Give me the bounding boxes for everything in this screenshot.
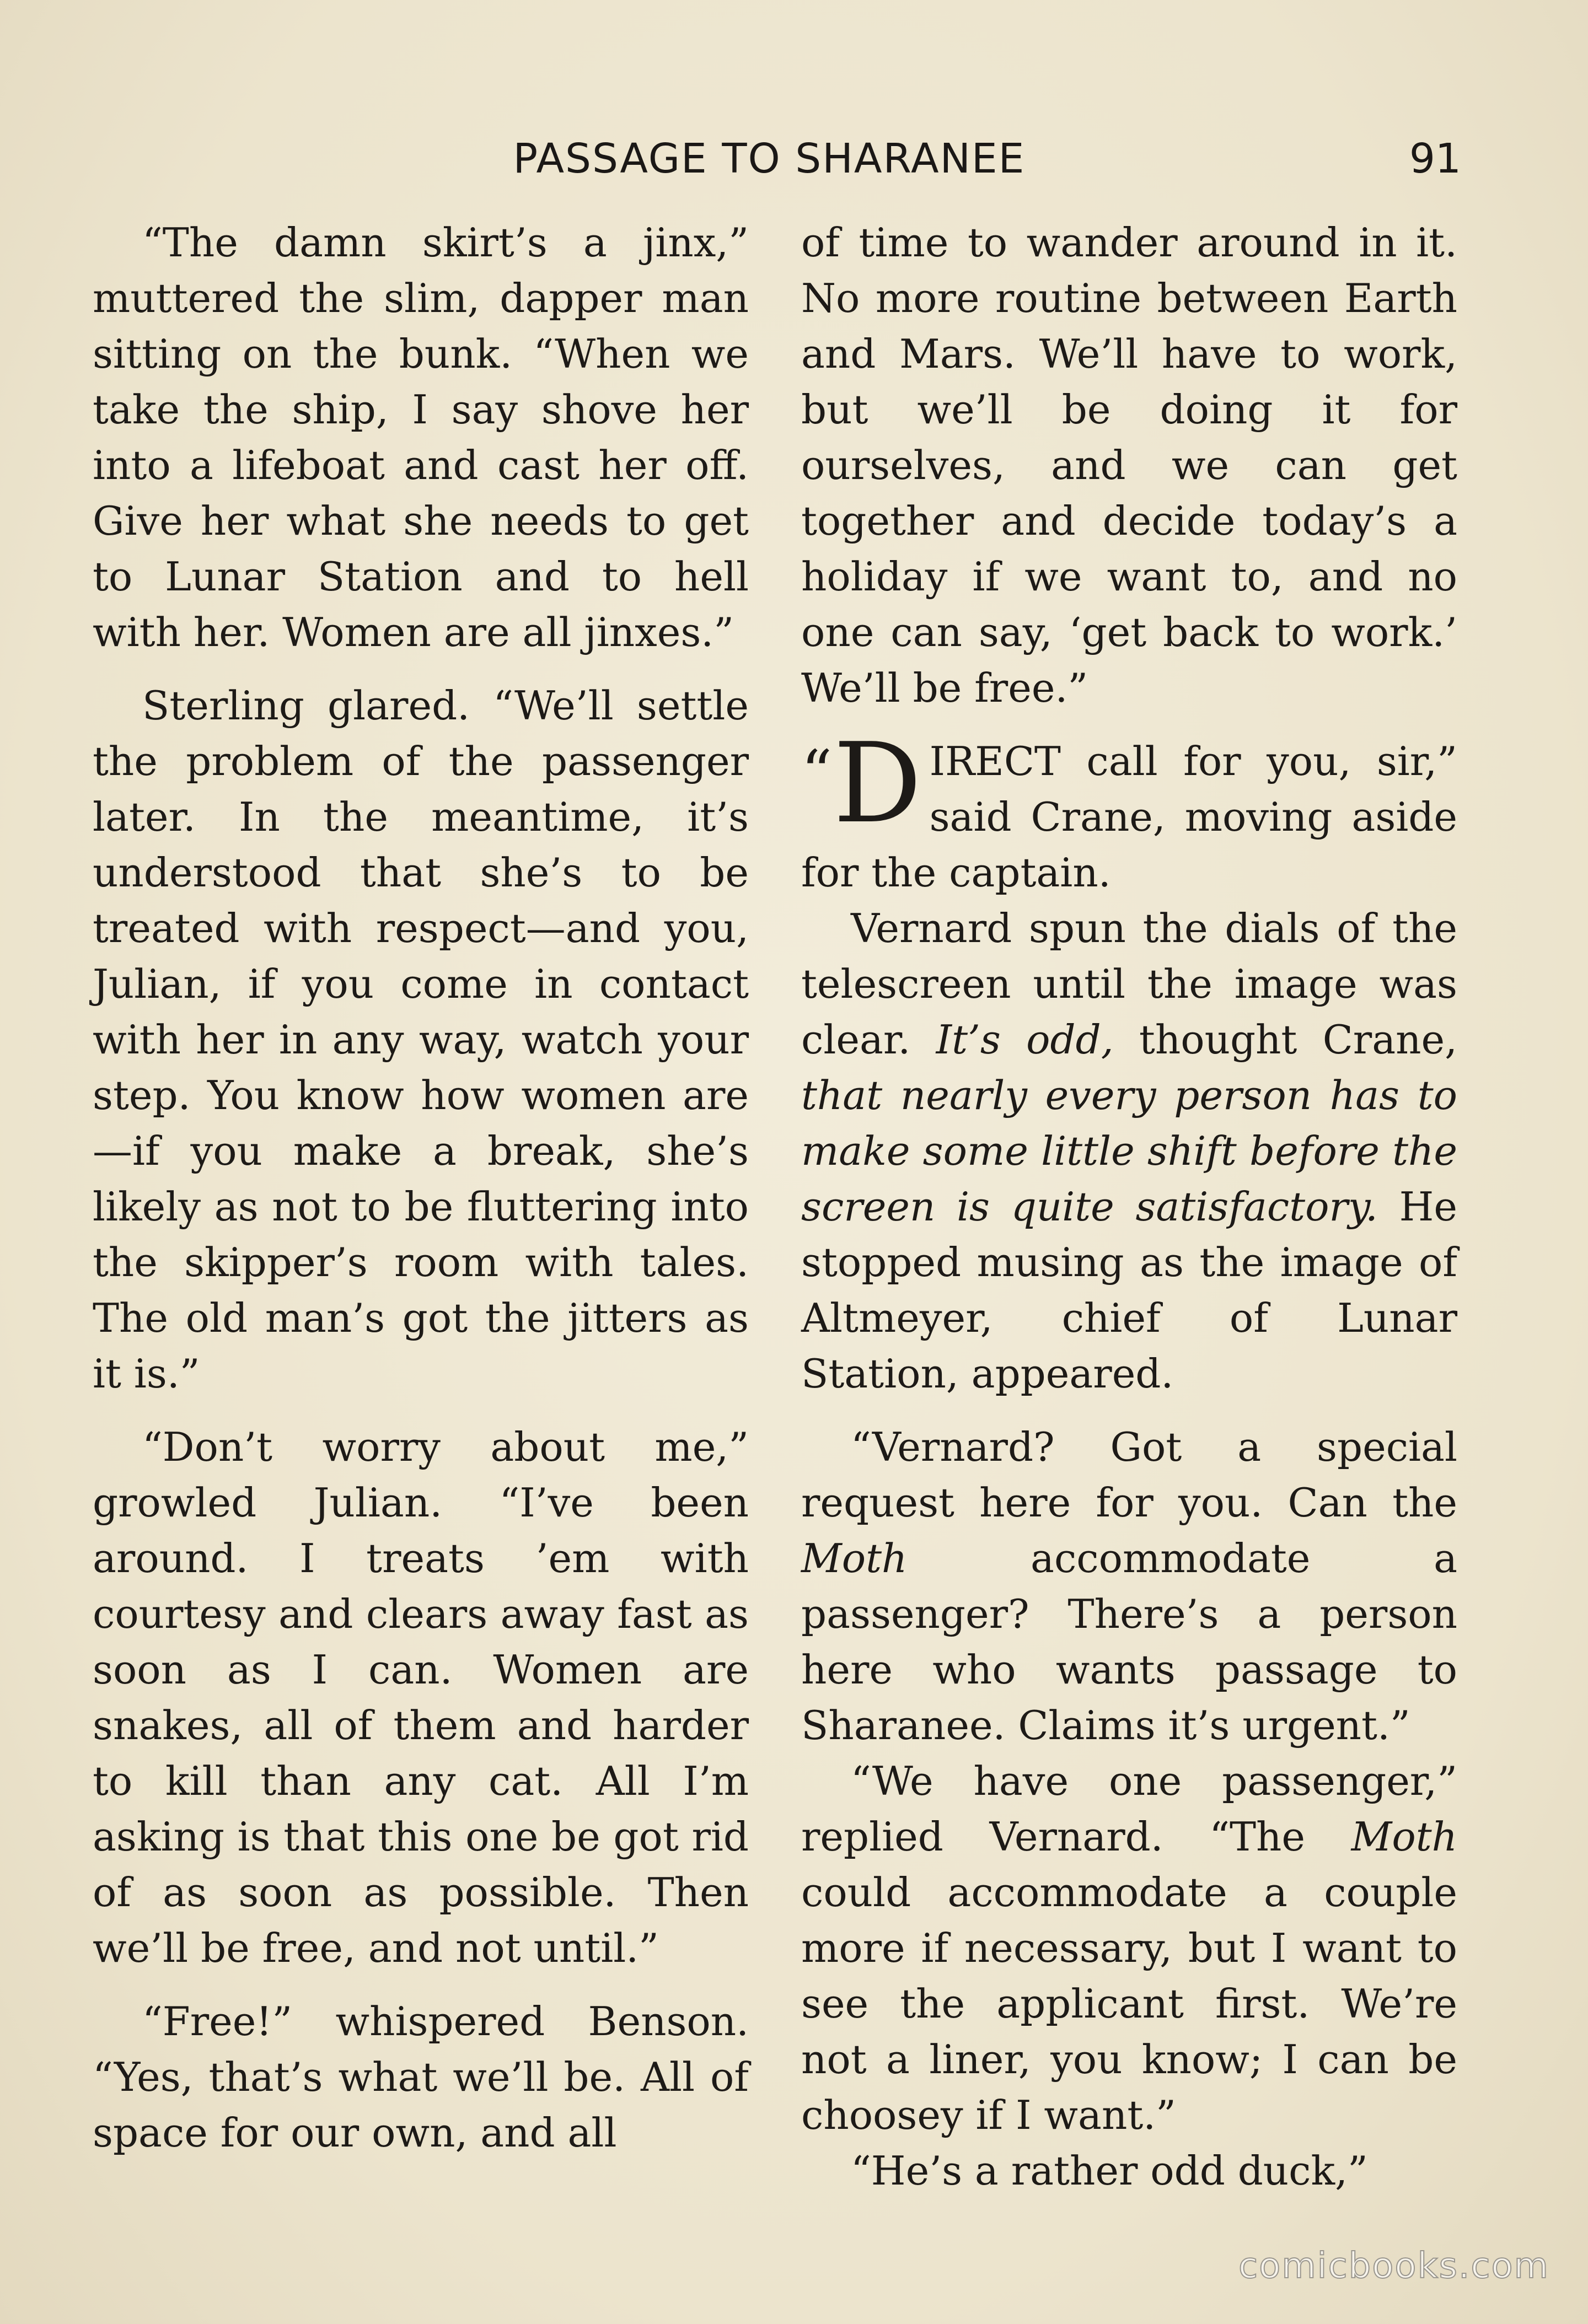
paragraph: “Don’t worry about me,” growled Julian. “I’ve been around. I treats ’em with courtesy and clears away fast as soon as I can. Women are snakes, all of them and harder to kill than any cat. All I’m asking is that this one be got rid of as soon as possible. Then we’ll be free, and not until.” <box>93 1424 749 1971</box>
paragraph-text: call for you, sir,” said Crane, moving aside for the captain. <box>801 738 1457 896</box>
running-header <box>83 135 1461 196</box>
paragraph <box>801 901 1457 1402</box>
ship-name: Moth <box>801 1535 908 1581</box>
page-number: 91 <box>1409 135 1461 182</box>
paragraph-text: could accommodate a couple more if necessary, but I want to see the applicant first. We’re not a liner, you know; I can be choosey if I want.” <box>801 1869 1457 2138</box>
story-title: PASSAGE TO SHARANEE <box>513 135 1026 182</box>
paragraph: Sterling glared. “We’ll settle the problem of the passenger later. In the meantime, it’s understood that she’s to be treated with respect—and you, Julian, if you come in contact with her in any way, watch your step. You know how women are—if you make a break, she’s likely as not to be fluttering into the skipper’s room with tales. The old man’s got the jitters as it is.” <box>93 682 749 1397</box>
dropcap-lead-word: IRECT <box>929 738 1061 784</box>
watermark-logo: comicbooks.com <box>1238 2246 1549 2287</box>
dropcap-paragraph <box>801 719 1457 901</box>
dropcap-quote-mark: “ <box>801 737 833 808</box>
paragraph-text: accommodate a passenger? There’s a person here who wants passage to Sharanee. Claims it’s urgent.” <box>801 1535 1457 1749</box>
right-column <box>801 215 1457 2199</box>
paragraph-text: thought Crane, <box>1113 1016 1457 1063</box>
paragraph: “Free!” whispered Benson. “Yes, that’s what we’ll be. All of space for our own, and all <box>93 1998 749 2156</box>
paragraph-continued: of time to wander around in it. No more routine between Earth and Mars. We’ll have to work, but we’ll be doing it for ourselves, and we can get together and decide today’s a holiday if we want to, and no one can say, ‘get back to work.’ We’ll be free.” <box>801 219 1457 711</box>
left-column <box>93 215 749 2161</box>
paragraph: “The damn skirt’s a jinx,” muttered the slim, dapper man sitting on the bunk. “When we take the ship, I say shove her into a lifeboat and cast her off. Give her what she needs to get to Lunar Station and to hell with her. Women are all jinxes.” <box>93 219 749 655</box>
ship-name: Moth <box>1351 1814 1457 1860</box>
paragraph-text: “Vernard? Got a special request here for you. Can the <box>801 1424 1457 1526</box>
paragraph-text: He stopped musing as the image of Altmeyer, chief of Lunar Station, appeared. <box>801 1183 1457 1397</box>
italic-text: It’s odd, <box>936 1016 1114 1063</box>
italic-text: that nearly every person has to make some little shift before the screen is quite satisfactory. <box>801 1072 1457 1230</box>
dropcap-letter: D <box>833 719 922 848</box>
paragraph <box>801 1753 1457 2143</box>
paragraph-text: Vernard spun the dials of the telescreen until the image was clear. <box>801 905 1457 1063</box>
paragraph: “He’s a rather odd duck,” <box>851 2148 1368 2194</box>
paragraph-text: “We have one passenger,” replied Vernard. “The <box>801 1758 1457 1860</box>
paragraph <box>801 1419 1457 1753</box>
